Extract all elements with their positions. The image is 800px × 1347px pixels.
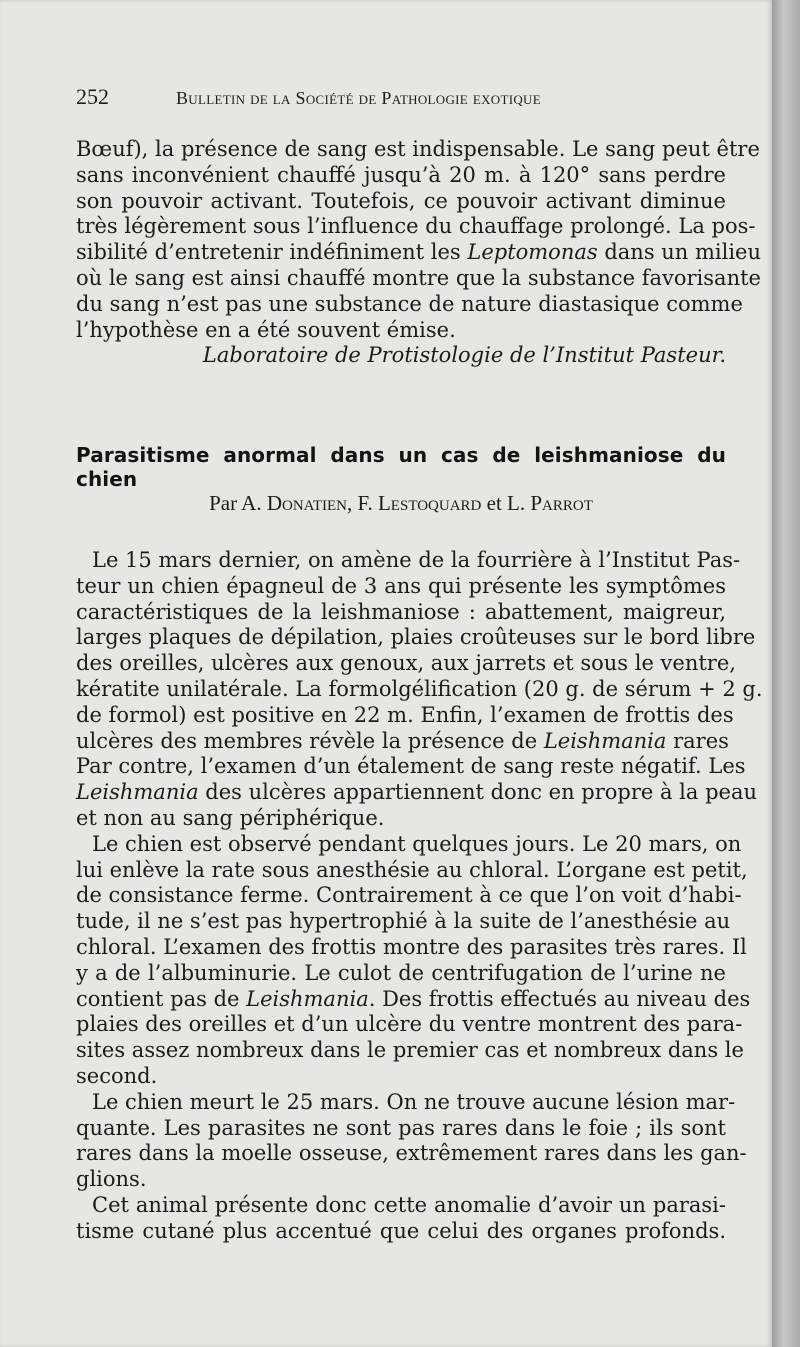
text-line [76, 240, 762, 266]
author-name: Parrot [530, 491, 593, 515]
text-line: y a de l’albuminurie. Le culot de centrifugation de l’urine ne [76, 960, 726, 985]
text-line: de formol) est positive en 22 m. Enfin, l’examen de frottis des [76, 702, 734, 727]
text-line: Le chien est observé pendant quelques jours. Le 20 mars, on [92, 831, 742, 856]
text-line: kératite unilatérale. La formolgélification (20 g. de sérum + 2 g. [76, 676, 763, 701]
text-line: Par contre, l’examen d’un étalement de sang reste négatif. Les [76, 754, 746, 779]
page-header [76, 84, 726, 120]
text-line: rares dans la moelle osseuse, extrêmement rares dans les gan- [76, 1141, 747, 1166]
running-head: Bulletin de la Société de Pathologie exotique [176, 88, 541, 108]
genus-name: Leptomonas [467, 240, 598, 265]
page-edge [772, 0, 800, 1347]
text-line: tude, il ne s’est pas hypertrophié à la suite de l’anesthésie au [76, 909, 731, 934]
text-line: de consistance ferme. Contrairement à ce que l’on voit d’habi- [76, 883, 742, 908]
text-line: quante. Les parasites ne sont pas rares dans le foie ; ils sont [76, 1115, 726, 1140]
text-fragment: . Des frottis effectués au niveau des [368, 986, 751, 1011]
text-line: Le chien meurt le 25 mars. On ne trouve aucune lésion mar- [92, 1089, 736, 1114]
text-line: très légèrement sous l’influence du chauffage prolongé. La pos- [76, 214, 756, 239]
genus-name: Leishmania [76, 780, 199, 805]
text-line: sans inconvénient chauffé jusqu’à 20 m. à 120° sans perdre [76, 162, 726, 187]
page-number: 252 [76, 84, 109, 109]
text-line: son pouvoir activant. Toutefois, ce pouvoir activant diminue [76, 188, 726, 213]
authors-separator: et L. [481, 491, 531, 515]
text-line: Bœuf), la présence de sang est indispensable. Le sang peut être [76, 137, 760, 161]
text-line: du sang n’est pas une substance de nature diastasique comme [76, 291, 743, 316]
text-line: second. [76, 1063, 158, 1088]
text-fragment: contient pas de [76, 986, 247, 1011]
article-body [76, 548, 763, 1245]
author-name: Lestoquard [377, 491, 482, 515]
text-line: teur un chien épagneul de 3 ans qui présente les symptômes [76, 573, 726, 598]
text-line: plaies des oreilles et d’un ulcère du ventre montrent des para- [76, 1012, 743, 1037]
text-line: caractéristiques de la leishmaniose : abattement, maigreur, [76, 599, 726, 624]
text-line: larges plaques de dépilation, plaies croûteuses sur le bord libre [76, 625, 756, 650]
authors-prefix: Par A. [209, 491, 267, 515]
authors-separator: , F. [346, 491, 378, 515]
article-title: Parasitisme anormal dans un cas de leishmaniose du chien [76, 443, 726, 491]
text-line: des oreilles, ulcères aux genoux, aux jarrets et sous le ventre, [76, 651, 736, 676]
genus-name: Leishmania [246, 986, 369, 1011]
text-line: Le 15 mars dernier, on amène de la fourrière à l’Institut Pas- [92, 548, 741, 572]
text-fragment: ulcères des membres révèle la présence de [76, 728, 544, 753]
text-line [76, 728, 729, 755]
article-authors [76, 491, 726, 516]
genus-name: Leishmania [543, 728, 667, 753]
text-fragment: rares [666, 728, 729, 753]
text-line: et non au sang périphérique. [76, 805, 385, 830]
text-line: glions. [76, 1167, 147, 1192]
text-line [76, 780, 758, 806]
laboratory-signature: Laboratoire de Protistologie de l’Institut Pasteur. [202, 343, 726, 368]
text-line [76, 986, 751, 1013]
text-fragment: dans un milieu [597, 240, 762, 265]
text-fragment: des ulcères appartiennent donc en propre à la peau [198, 780, 758, 805]
text-line: lui enlève la rate sous anesthésie au chloral. L’organe est petit, [76, 857, 748, 882]
text-line: sites assez nombreux dans le premier cas et nombreux dans le [76, 1038, 744, 1063]
continuation-paragraph [76, 137, 762, 369]
text-line: où le sang est ainsi chauffé montre que la substance favorisante [76, 265, 761, 290]
author-name: Donatien [266, 491, 347, 515]
text-line: l’hypothèse en a été souvent émise. [76, 317, 456, 342]
text-fragment: sibilité d’entretenir indéfiniment les [76, 240, 468, 265]
text-line: chloral. L’examen des frottis montre des parasites très rares. Il [76, 934, 747, 959]
text-line: tisme cutané plus accentué que celui des organes profonds. [76, 1218, 726, 1243]
text-line: Cet animal présente donc cette anomalie d’avoir un parasi- [92, 1192, 726, 1217]
